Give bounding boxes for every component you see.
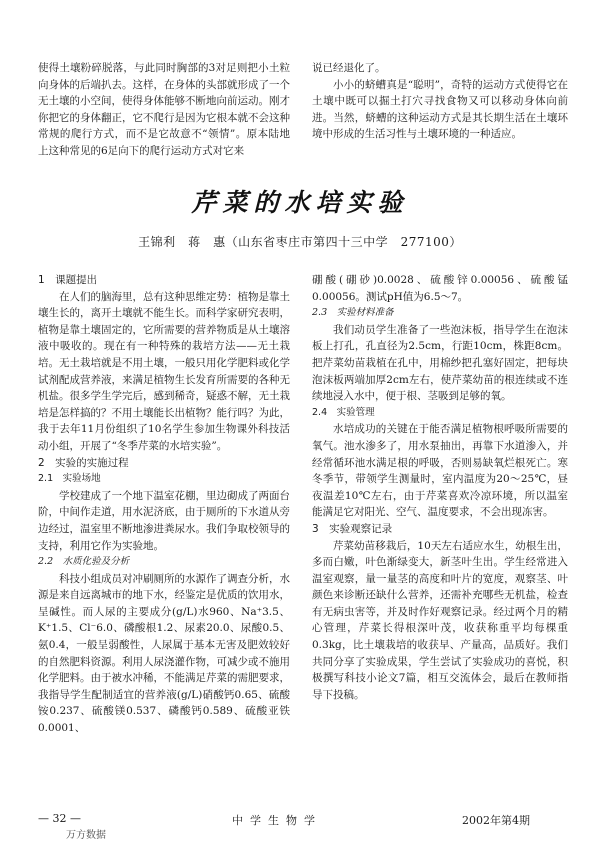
watermark: 万方数据	[66, 830, 106, 841]
body-paragraph: 我们动员学生准备了一些泡沫板，指导学生在泡沫板上打孔，孔直径为2.5cm，行距10cm，株距8cm。把芹菜幼苗栽植在孔中，用棉纱把孔塞好固定，把每块泡沫板两端加厚2cm左右，使芹菜幼苗的根连续或不连续地浸入水中，便于根、茎吸到足够的氧。	[312, 323, 568, 403]
subsection-heading: 2.2 水质化验及分析	[38, 556, 130, 568]
prev-article-left-column	[38, 60, 290, 160]
journal-name: 中学生物学	[232, 814, 322, 827]
article-right-column	[312, 272, 568, 703]
page-number: — 32 —	[38, 812, 81, 825]
body-paragraph: 硼酸(硼砂)0.0028、硫酸锌0.00056、硫酸锰0.00056。测试pH值为6.5～7。	[312, 274, 568, 303]
section-heading: 3 实验观察记录	[312, 522, 393, 535]
prev-article-paragraph: 小小的蛴螬真是“聪明”，奇特的运动方式使得它在土壤中既可以掘土打穴寻找食物又可以移动身体向前进。当然，蛴螬的这种运动方式是其长期生活在土壤环境中形成的生活习性与土壤环境的一种适应。	[312, 78, 568, 141]
article-title: 芹菜的水培实验	[191, 188, 409, 217]
page-footer	[0, 812, 600, 842]
section-heading: 2 实验的实施过程	[38, 456, 129, 469]
section-heading: 1 课题提出	[38, 274, 98, 286]
article-byline: 王锦利 蒋 惠（山东省枣庄市第四十三中学 277100）	[138, 235, 462, 249]
body-paragraph: 学校建成了一个地下温室花棚，里边砌成了两面台阶，中间作走道，用水泥济底，由于厕所的下水道从旁边经过，温室里不断地渗进粪尿水。我们争取校领导的支持，利用它作为实验地。	[38, 489, 290, 552]
body-paragraph: 水培成功的关键在于能否满足植物根呼吸所需要的氧气。池水渗多了，用水泵抽出，再靠下水道渗入，并经常循环池水满足根的呼吸，否则易缺氧烂根死亡。寒冬季节，带领学生测量时，室内温度为20～25℃，昼夜温差10℃左右，由于芹菜喜欢冷凉环境，所以温室能满足它对阳光、空气、温度要求，不会出现冻害。	[312, 423, 568, 519]
prev-article-paragraph: 说已经退化了。	[312, 62, 386, 74]
prev-article-right-column	[312, 60, 568, 143]
subsection-heading: 2.3 实验材料准备	[312, 307, 394, 319]
subsection-heading: 2.1 实验场地	[38, 473, 101, 485]
body-paragraph: 科技小组成员对冲刷厕所的水源作了调查分析，水源是来自远离城市的地下水，经鉴定是优质的饮用水，呈碱性。而人尿的主要成分(g/L)水960、Na⁺3.5、K⁺1.5、Cl⁻6.0、磷酸根1.2、尿素20.0、尿酸0.5、氨0.4，一般呈弱酸性，人尿属于基本无害及肥效较好的自然肥料资源。利用人尿浇灌作物，可减少或不施用化学肥料。由于被水冲稀，不能满足芹菜的需肥要求，我指导学生配制适宜的营养液(g/L)硝酸钙0.65、硫酸铵0.237、硫酸镁0.537、磷酸钙0.589、硫酸亚铁0.0001、	[38, 572, 290, 735]
prev-article-paragraph: 使得土壤粉碎脱落，与此同时胸部的3对足则把小土粒向身体的后端扒去。这样，在身体的头部就形成了一个无土壤的小空间，使得身体能够不断地向前运动。刚才你把它的身体翻正，它不爬行是因为它根本就不会这种常规的爬行方式，而不是它故意不“领情”。原本陆地上这种常见的6足向下的爬行运动方式对它来	[38, 62, 290, 157]
article-left-column	[38, 272, 290, 737]
body-paragraph: 芹菜幼苗移栽后，10天左右适应水生，幼根生出，多而白嫩，叶色渐绿变大，新茎叶生出。学生经常进入温室观察，量一量茎的高度和叶片的宽度，观察茎、叶颜色来诊断还缺什么营养，还需补充哪些无机盐，检查有无病虫害等，并及时作好观察记录。经过两个月的精心管理，芹菜长得根深叶茂，收获称重平均每棵重0.3kg，比土壤栽培的收获早、产量高，品质好。我们共同分享了实验成果，学生尝试了实验成功的喜悦，积极撰写科技小论文7篇，相互交流体会，最后在教师指导下投稿。	[312, 539, 568, 701]
issue-label: 2002年第4期	[462, 814, 530, 827]
body-paragraph: 在人们的脑海里，总有这种思维定势：植物是靠土壤生长的，离开土壤就不能生长。而科学家研究表明，植物是靠土壤固定的，它所需要的营养物质是从土壤溶液中吸收的。现在有一种特殊的栽培方法——无土栽培。无土栽培就是不用土壤，一般只用化学肥料或化学试剂配成营养液，来满足植物生长发育所需要的各种无机盐。很多学生学完后，感到稀奇，疑惑不解，无土栽培是怎样搞的？不用土壤能长出植物？能行吗？为此，我于去年11月份组织了10名学生参加生物课外科技活动小组，开展了“冬季芹菜的水培实验”。	[38, 290, 290, 452]
subsection-heading: 2.4 实验管理	[312, 406, 375, 418]
